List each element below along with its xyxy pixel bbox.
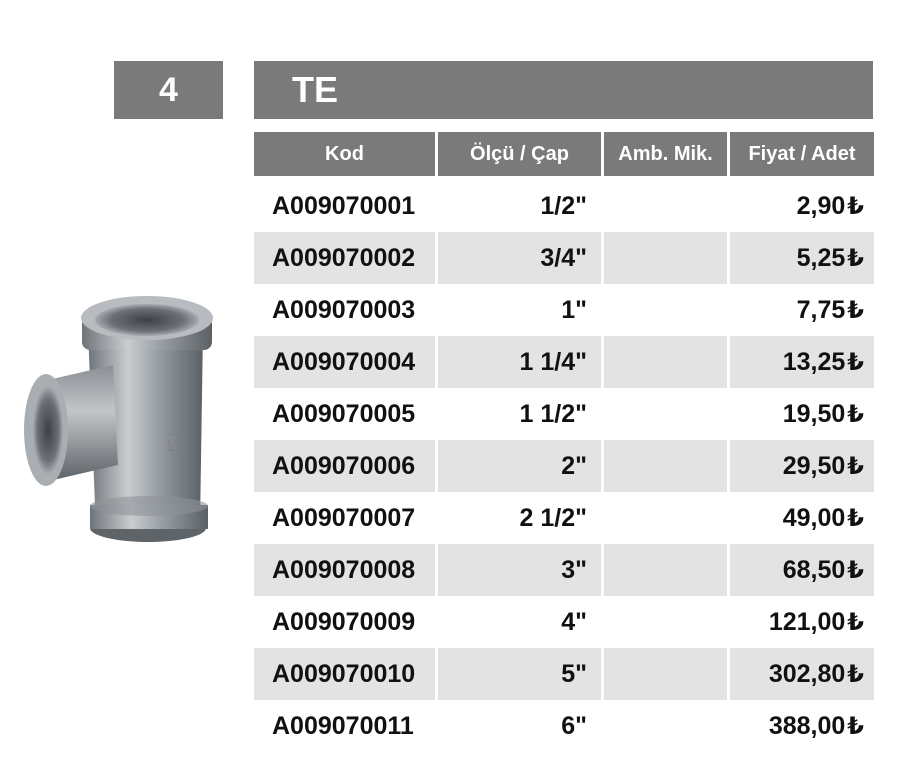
table-row	[254, 388, 874, 440]
price-value: 68,50	[782, 555, 846, 584]
lira-symbol: ₺	[847, 400, 864, 428]
table-row	[254, 648, 874, 700]
price-value: 29,50	[782, 451, 846, 480]
cell-size: 5"	[435, 648, 601, 700]
cell-size: 1 1/2"	[435, 388, 601, 440]
table-row	[254, 284, 874, 336]
lira-symbol: ₺	[847, 296, 864, 324]
price-value: 121,00	[768, 607, 846, 636]
cell-code: A009070007	[272, 503, 416, 532]
cell-size: 2"	[435, 440, 601, 492]
cell-size: 1"	[435, 284, 601, 336]
cell-price	[727, 336, 874, 388]
cell-pack	[601, 596, 727, 648]
table-row	[254, 440, 874, 492]
price-value: 49,00	[782, 503, 846, 532]
cell-pack	[601, 180, 727, 232]
cell-code: A009070008	[254, 544, 435, 596]
cell-price	[727, 700, 874, 752]
cell-pack	[601, 232, 727, 284]
cell-code: A009070005	[272, 399, 416, 428]
lira-symbol: ₺	[847, 660, 864, 688]
lira-symbol: ₺	[847, 608, 864, 636]
cell-size: 3/4"	[435, 232, 601, 284]
cell-pack	[601, 648, 727, 700]
price-table	[254, 132, 874, 752]
cell-size: 2 1/2"	[435, 492, 601, 544]
table-row	[254, 544, 874, 596]
cell-pack	[601, 700, 727, 752]
lira-symbol: ₺	[847, 452, 864, 480]
cell-size: 1/2"	[435, 180, 601, 232]
cell-pack	[601, 284, 727, 336]
cell-pack	[601, 440, 727, 492]
cell-code: A009070010	[254, 648, 435, 700]
cell-pack	[601, 388, 727, 440]
cell-code: A009070006	[254, 440, 435, 492]
price-value: 302,80	[768, 659, 846, 688]
cell-price	[727, 596, 874, 648]
cell-code: A009070009	[272, 607, 416, 636]
cell-price	[727, 544, 874, 596]
table-row	[254, 180, 874, 232]
price-value: 2,90	[796, 191, 846, 220]
lira-symbol: ₺	[847, 192, 864, 220]
lira-symbol: ₺	[847, 712, 864, 740]
cell-price	[727, 388, 874, 440]
section-number: 4	[114, 61, 223, 119]
cell-size: 6"	[435, 700, 601, 752]
lira-symbol: ₺	[847, 556, 864, 584]
table-row	[254, 596, 874, 648]
cell-code: A009070003	[272, 295, 416, 324]
table-header-row	[254, 132, 874, 176]
lira-symbol: ₺	[847, 504, 864, 532]
svg-text:TSP: TSP	[165, 430, 181, 458]
tee-fitting-image	[18, 290, 223, 560]
table-row	[254, 492, 874, 544]
cell-price	[727, 180, 874, 232]
cell-pack	[601, 544, 727, 596]
header-size: Ölçü / Çap	[435, 132, 601, 176]
cell-price	[727, 284, 874, 336]
cell-code: A009070004	[254, 336, 435, 388]
price-value: 19,50	[782, 399, 846, 428]
cell-size: 3"	[435, 544, 601, 596]
header-code: Kod	[254, 132, 435, 176]
price-value: 7,75	[796, 295, 846, 324]
table-row	[254, 336, 874, 388]
cell-price	[727, 648, 874, 700]
product-title-text: TE	[292, 69, 339, 110]
lira-symbol: ₺	[847, 348, 864, 376]
table-row	[254, 700, 874, 752]
header-pack: Amb. Mik.	[601, 132, 727, 176]
cell-pack	[601, 492, 727, 544]
header-price: Fiyat / Adet	[727, 132, 874, 176]
cell-size: 1 1/4"	[435, 336, 601, 388]
price-value: 388,00	[768, 711, 846, 740]
price-value: 13,25	[782, 347, 846, 376]
table-row	[254, 232, 874, 284]
cell-code: A009070001	[272, 191, 416, 220]
price-value: 5,25	[796, 243, 846, 272]
cell-pack	[601, 336, 727, 388]
cell-price	[727, 492, 874, 544]
cell-size: 4"	[435, 596, 601, 648]
cell-code: A009070002	[254, 232, 435, 284]
cell-price	[727, 232, 874, 284]
cell-code: A009070011	[272, 711, 414, 740]
product-title	[254, 61, 873, 119]
cell-price	[727, 440, 874, 492]
lira-symbol: ₺	[847, 244, 864, 272]
